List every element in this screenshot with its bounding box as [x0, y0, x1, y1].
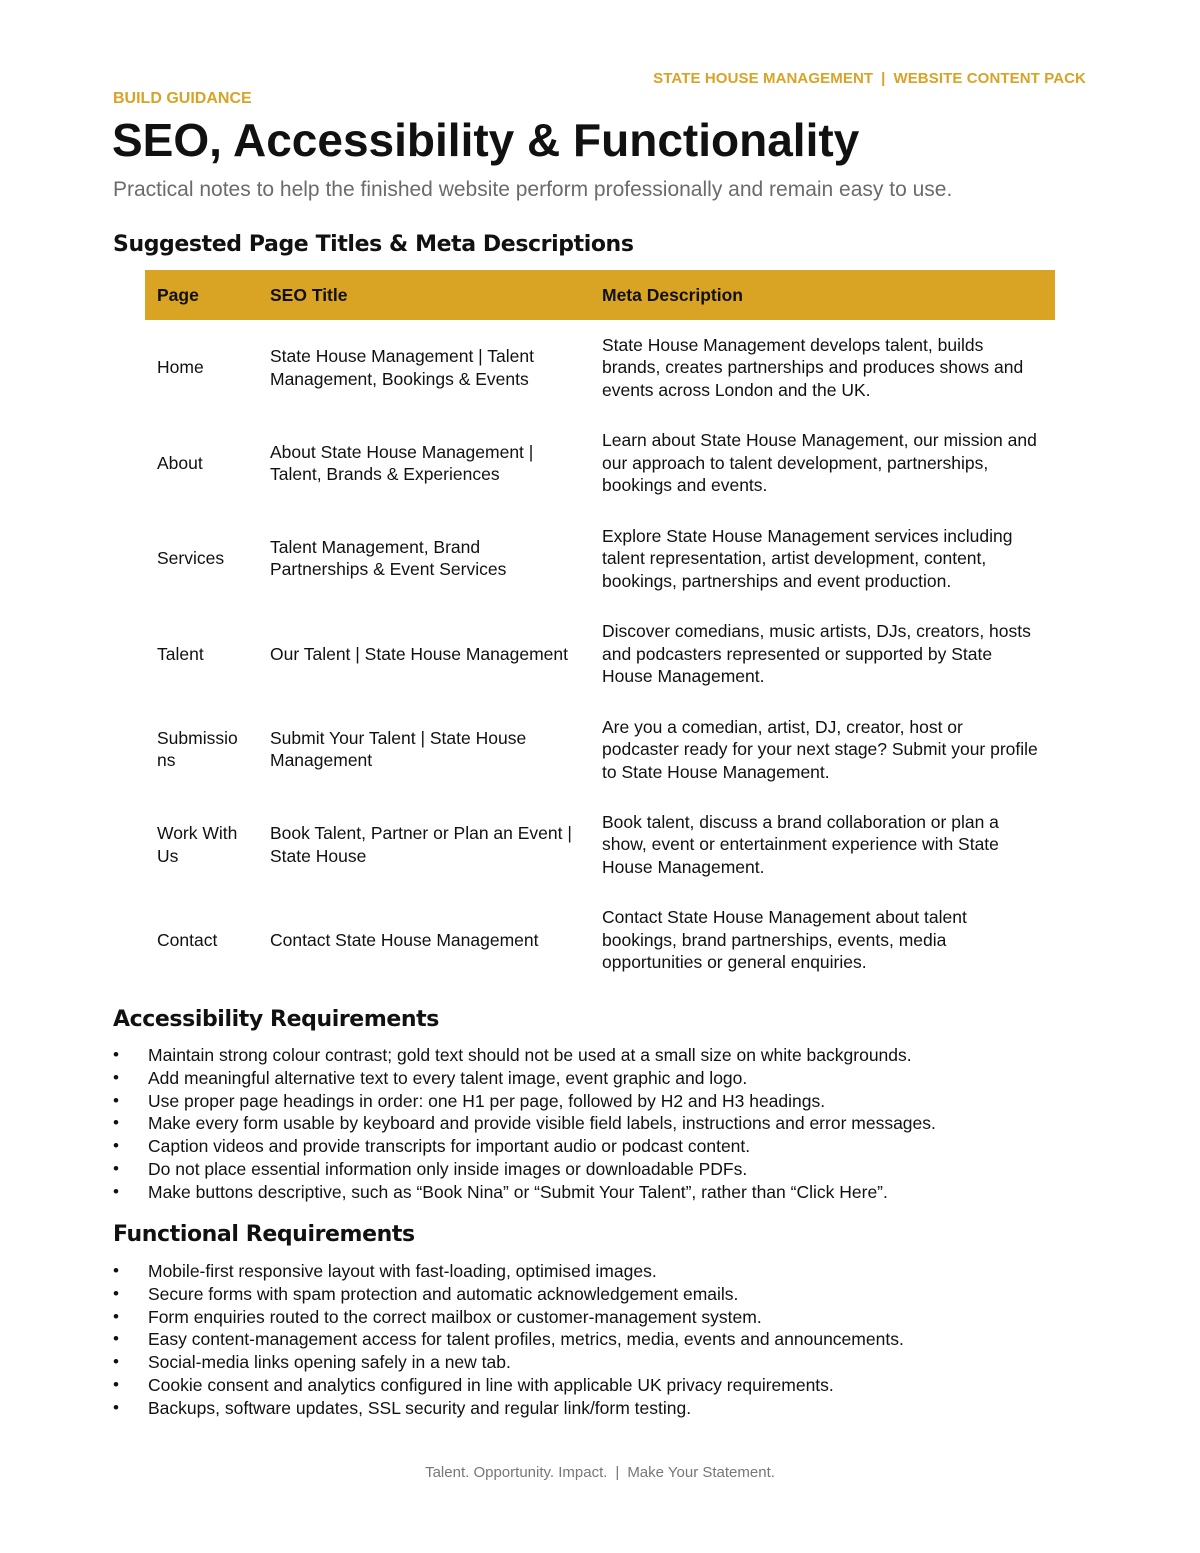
- column-header-meta-description: Meta Description: [590, 270, 1055, 320]
- list-item: • Cookie consent and analytics configured in line with applicable UK privacy requirements.: [113, 1374, 1073, 1397]
- cell-page: Contact: [157, 929, 218, 950]
- table-row: [145, 702, 1055, 797]
- accessibility-list: [113, 1044, 1073, 1204]
- cell-meta-description: State House Management develops talent, builds brands, creates partnerships and produces shows and events across London and the UK.: [602, 334, 1024, 400]
- cell-meta-description: Learn about State House Management, our mission and our approach to talent development, partnerships, bookings and events.: [602, 430, 1037, 496]
- list-item: • Use proper page headings in order: one H1 per page, followed by H2 and H3 headings.: [113, 1090, 1073, 1113]
- cell-page: Services: [157, 548, 225, 569]
- table-row: [145, 892, 1055, 987]
- cell-page: Submissions: [157, 727, 238, 771]
- cell-meta-description: Discover comedians, music artists, DJs, creators, hosts and podcasters represented or supported by State House Management.: [602, 621, 1031, 687]
- cell-seo-title: Talent Management, Brand Partnerships & Event Services: [270, 536, 507, 580]
- cell-seo-title: State House Management | Talent Management, Bookings & Events: [270, 346, 534, 389]
- cell-page: About: [157, 452, 203, 473]
- footer-tagline: Talent. Opportunity. Impact.: [425, 1464, 608, 1481]
- cell-seo-title: About State House Management | Talent, Brands & Experiences: [270, 441, 534, 485]
- list-item: • Secure forms with spam protection and automatic acknowledgement emails.: [113, 1283, 1073, 1306]
- cell-seo-title: Our Talent | State House Management: [270, 643, 569, 664]
- list-item: • Do not place essential information only inside images or downloadable PDFs.: [113, 1158, 1073, 1181]
- cell-page: Work With Us: [157, 823, 238, 866]
- column-header-page: Page: [145, 270, 258, 320]
- list-item: • Maintain strong colour contrast; gold text should not be used at a small size on white backgrounds.: [113, 1044, 1073, 1067]
- seo-section-heading: Suggested Page Titles & Meta Descriptions: [113, 232, 634, 257]
- table-row: [145, 797, 1055, 892]
- functional-section-heading: Functional Requirements: [113, 1222, 415, 1247]
- seo-table: [145, 270, 1055, 988]
- page-subtitle: Practical notes to help the finished website perform professionally and remain easy to use.: [113, 178, 953, 201]
- list-item: • Backups, software updates, SSL security and regular link/form testing.: [113, 1397, 1073, 1420]
- cell-page: Home: [157, 357, 204, 378]
- footer-slogan: Make Your Statement.: [627, 1464, 775, 1481]
- list-item: • Easy content-management access for talent profiles, metrics, media, events and announcements.: [113, 1328, 1073, 1351]
- list-item: • Form enquiries routed to the correct mailbox or customer-management system.: [113, 1306, 1073, 1329]
- cell-meta-description: Book talent, discuss a brand collaboration or plan a show, event or entertainment experience with State House Management.: [602, 811, 999, 877]
- list-item: • Mobile-first responsive layout with fast-loading, optimised images.: [113, 1260, 1073, 1283]
- cell-page: Talent: [157, 643, 204, 664]
- header-separator: |: [881, 70, 886, 87]
- list-item: • Caption videos and provide transcripts for important audio or podcast content.: [113, 1135, 1073, 1158]
- cell-seo-title: Contact State House Management: [270, 929, 539, 950]
- table-row: [145, 320, 1055, 415]
- eyebrow-label: BUILD GUIDANCE: [113, 90, 252, 107]
- column-header-seo-title: SEO Title: [258, 270, 590, 320]
- page-title: SEO, Accessibility & Functionality: [112, 114, 860, 166]
- list-item: • Make every form usable by keyboard and provide visible field labels, instructions and error messages.: [113, 1112, 1073, 1135]
- document-header: [653, 70, 1086, 87]
- functional-list: [113, 1260, 1073, 1420]
- table-row: [145, 415, 1055, 510]
- table-row: [145, 511, 1055, 606]
- table-row: [145, 606, 1055, 701]
- header-org: STATE HOUSE MANAGEMENT: [653, 70, 874, 87]
- document-footer: [0, 1464, 1200, 1481]
- cell-seo-title: Submit Your Talent | State House Management: [270, 727, 527, 771]
- list-item: • Make buttons descriptive, such as “Book Nina” or “Submit Your Talent”, rather than “Click Here”.: [113, 1181, 1073, 1204]
- footer-separator: |: [615, 1464, 620, 1481]
- cell-meta-description: Contact State House Management about talent bookings, brand partnerships, events, media opportunities or general enquiries.: [602, 907, 967, 973]
- accessibility-section-heading: Accessibility Requirements: [113, 1007, 439, 1032]
- table-header-row: [145, 270, 1055, 320]
- header-pack: WEBSITE CONTENT PACK: [893, 70, 1086, 87]
- cell-seo-title: Book Talent, Partner or Plan an Event | State House: [270, 823, 572, 866]
- cell-meta-description: Explore State House Management services including talent representation, artist development, content, bookings, partnerships and event production.: [602, 525, 1013, 591]
- list-item: • Add meaningful alternative text to every talent image, event graphic and logo.: [113, 1067, 1073, 1090]
- cell-meta-description: Are you a comedian, artist, DJ, creator, host or podcaster ready for your next stage? Submit your profile to State House Management.: [602, 716, 1038, 782]
- list-item: • Social-media links opening safely in a new tab.: [113, 1351, 1073, 1374]
